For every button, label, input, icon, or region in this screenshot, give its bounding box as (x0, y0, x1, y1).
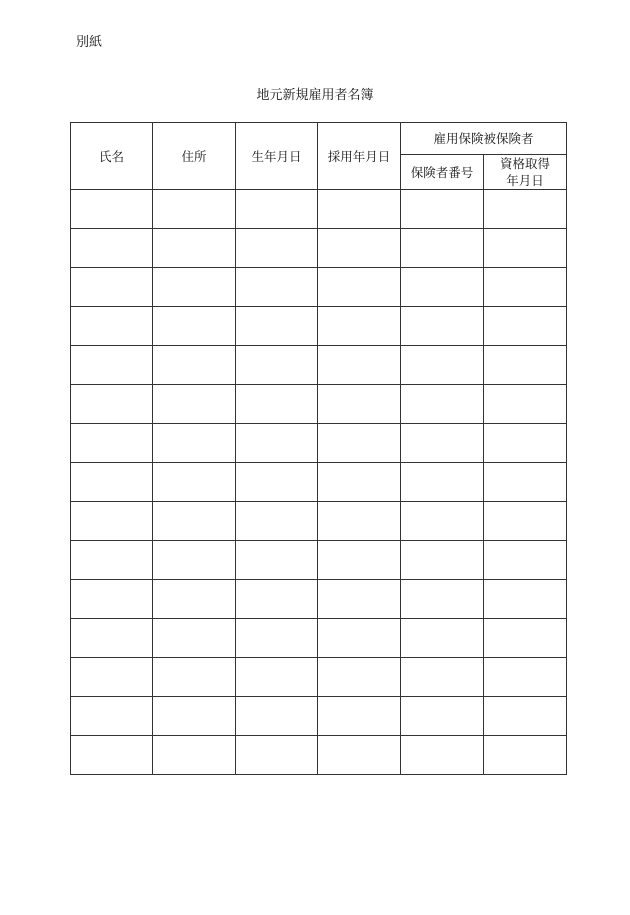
cell-address[interactable] (153, 190, 236, 229)
cell-qualification-date[interactable] (484, 190, 567, 229)
cell-hire-date[interactable] (318, 424, 401, 463)
cell-insured-number[interactable] (401, 385, 484, 424)
cell-birth-date[interactable] (236, 658, 318, 697)
cell-address[interactable] (153, 424, 236, 463)
table-row (71, 229, 567, 268)
table-row (71, 502, 567, 541)
cell-birth-date[interactable] (236, 502, 318, 541)
cell-insured-number[interactable] (401, 697, 484, 736)
cell-hire-date[interactable] (318, 463, 401, 502)
cell-address[interactable] (153, 307, 236, 346)
table-row (71, 307, 567, 346)
cell-insured-number[interactable] (401, 736, 484, 775)
cell-name[interactable] (71, 268, 153, 307)
table-row (71, 736, 567, 775)
cell-address[interactable] (153, 736, 236, 775)
cell-qualification-date[interactable] (484, 697, 567, 736)
cell-qualification-date[interactable] (484, 580, 567, 619)
cell-address[interactable] (153, 268, 236, 307)
header-birth-date: 生年月日 (236, 123, 318, 190)
cell-qualification-date[interactable] (484, 307, 567, 346)
cell-birth-date[interactable] (236, 580, 318, 619)
table-row (71, 385, 567, 424)
cell-insured-number[interactable] (401, 190, 484, 229)
header-name: 氏名 (71, 123, 153, 190)
cell-address[interactable] (153, 385, 236, 424)
table-row (71, 658, 567, 697)
cell-birth-date[interactable] (236, 463, 318, 502)
cell-qualification-date[interactable] (484, 658, 567, 697)
table-row (71, 268, 567, 307)
cell-address[interactable] (153, 346, 236, 385)
cell-insured-number[interactable] (401, 268, 484, 307)
cell-address[interactable] (153, 580, 236, 619)
cell-qualification-date[interactable] (484, 346, 567, 385)
header-row-top (71, 123, 567, 155)
cell-hire-date[interactable] (318, 307, 401, 346)
cell-insured-number[interactable] (401, 541, 484, 580)
cell-name[interactable] (71, 385, 153, 424)
cell-birth-date[interactable] (236, 385, 318, 424)
header-address: 住所 (153, 123, 236, 190)
cell-name[interactable] (71, 424, 153, 463)
cell-name[interactable] (71, 619, 153, 658)
cell-qualification-date[interactable] (484, 229, 567, 268)
cell-hire-date[interactable] (318, 190, 401, 229)
cell-name[interactable] (71, 307, 153, 346)
cell-name[interactable] (71, 463, 153, 502)
document-title: 地元新規雇用者名簿 (256, 88, 374, 103)
cell-name[interactable] (71, 190, 153, 229)
table-row (71, 463, 567, 502)
cell-hire-date[interactable] (318, 736, 401, 775)
table-body (71, 190, 567, 775)
cell-name[interactable] (71, 658, 153, 697)
table-row (71, 580, 567, 619)
header-qualification-date-line1: 資格取得 (500, 156, 551, 171)
cell-insured-number[interactable] (401, 580, 484, 619)
corner-label: 別紙 (76, 35, 103, 50)
header-qualification-date-line2: 年月日 (506, 173, 544, 188)
cell-name[interactable] (71, 502, 153, 541)
cell-hire-date[interactable] (318, 658, 401, 697)
header-hire-date: 採用年月日 (318, 123, 401, 190)
new-hire-register-table (70, 122, 567, 775)
cell-hire-date[interactable] (318, 229, 401, 268)
header-qualification-date (484, 155, 567, 190)
cell-hire-date[interactable] (318, 580, 401, 619)
cell-qualification-date[interactable] (484, 736, 567, 775)
cell-insured-number[interactable] (401, 424, 484, 463)
cell-qualification-date[interactable] (484, 619, 567, 658)
cell-name[interactable] (71, 346, 153, 385)
header-insured-number: 保険者番号 (401, 155, 484, 190)
table-row (71, 190, 567, 229)
cell-qualification-date[interactable] (484, 385, 567, 424)
cell-birth-date[interactable] (236, 541, 318, 580)
cell-hire-date[interactable] (318, 268, 401, 307)
table-row (71, 346, 567, 385)
cell-insured-number[interactable] (401, 619, 484, 658)
cell-address[interactable] (153, 658, 236, 697)
cell-name[interactable] (71, 229, 153, 268)
cell-insured-number[interactable] (401, 229, 484, 268)
cell-birth-date[interactable] (236, 619, 318, 658)
cell-insured-number[interactable] (401, 502, 484, 541)
cell-qualification-date[interactable] (484, 268, 567, 307)
cell-hire-date[interactable] (318, 697, 401, 736)
cell-address[interactable] (153, 541, 236, 580)
cell-address[interactable] (153, 463, 236, 502)
cell-birth-date[interactable] (236, 424, 318, 463)
cell-insured-number[interactable] (401, 307, 484, 346)
cell-name[interactable] (71, 580, 153, 619)
cell-address[interactable] (153, 619, 236, 658)
cell-insured-number[interactable] (401, 346, 484, 385)
cell-qualification-date[interactable] (484, 424, 567, 463)
cell-birth-date[interactable] (236, 268, 318, 307)
cell-address[interactable] (153, 229, 236, 268)
cell-address[interactable] (153, 697, 236, 736)
cell-birth-date[interactable] (236, 229, 318, 268)
cell-birth-date[interactable] (236, 346, 318, 385)
cell-birth-date[interactable] (236, 697, 318, 736)
cell-name[interactable] (71, 736, 153, 775)
cell-birth-date[interactable] (236, 736, 318, 775)
cell-hire-date[interactable] (318, 385, 401, 424)
cell-insured-number[interactable] (401, 463, 484, 502)
cell-birth-date[interactable] (236, 307, 318, 346)
cell-hire-date[interactable] (318, 502, 401, 541)
cell-qualification-date[interactable] (484, 463, 567, 502)
cell-address[interactable] (153, 502, 236, 541)
table-row (71, 424, 567, 463)
cell-hire-date[interactable] (318, 346, 401, 385)
table-row (71, 619, 567, 658)
cell-name[interactable] (71, 541, 153, 580)
cell-birth-date[interactable] (236, 190, 318, 229)
cell-name[interactable] (71, 697, 153, 736)
cell-qualification-date[interactable] (484, 541, 567, 580)
cell-hire-date[interactable] (318, 619, 401, 658)
cell-insured-number[interactable] (401, 658, 484, 697)
cell-hire-date[interactable] (318, 541, 401, 580)
table-header (71, 123, 567, 190)
cell-qualification-date[interactable] (484, 502, 567, 541)
table-row (71, 697, 567, 736)
table-row (71, 541, 567, 580)
header-insurance-group: 雇用保険被保険者 (401, 123, 567, 155)
